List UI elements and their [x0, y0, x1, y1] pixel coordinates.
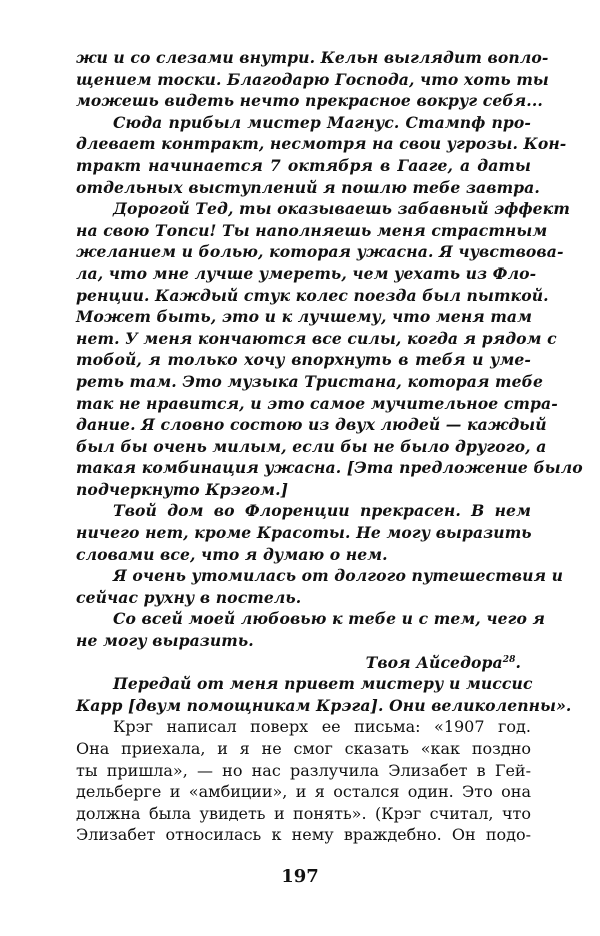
- text-line: жи и со слезами внутри. Кельн выглядит вопло-: [76, 48, 549, 67]
- text-line: Твой дом во Флоренции прекрасен. В нем: [113, 501, 531, 521]
- text-line: сейчас рухну в постель.: [76, 587, 302, 607]
- text-line: тракт начинается 7 октября в Гааге, а даты: [76, 155, 531, 175]
- text-line: Она приехала, и я не смог сказать «как поздно: [76, 739, 531, 758]
- text-line: на свою Топси! Ты наполняешь меня страстным: [76, 220, 548, 240]
- text-line: отдельных выступлений я пошлю тебе завтра.: [76, 177, 540, 197]
- text-line: Передай от меня привет мистеру и миссис: [113, 674, 533, 694]
- text-line: был бы очень милым, если бы не было другого, а: [76, 436, 547, 456]
- text-line: нет. У меня кончаются все силы, когда я рядом с: [76, 328, 557, 348]
- text-line: не могу выразить.: [76, 631, 254, 651]
- text-line: так не нравится, и это самое мучительное стра-: [76, 393, 558, 413]
- text-line: можешь видеть нечто прекрасное вокруг себя...: [76, 91, 543, 111]
- signature-line: [76, 652, 531, 674]
- period: .: [515, 652, 521, 672]
- page-body: [76, 47, 583, 846]
- text-line: желанием и болью, которая ужасна. Я чувствова-: [76, 242, 564, 262]
- signature: Твоя Айседора: [365, 652, 503, 672]
- text-line: тобой, я только хочу впорхнуть в тебя и уме-: [76, 350, 531, 370]
- text-line: Элизабет относилась к нему враждебно. Он подо-: [76, 825, 531, 845]
- text-line: ла, что мне лучше умереть, чем уехать из Фло-: [76, 263, 537, 283]
- text-line: такая комбинация ужасна. [Эта предложение было: [76, 458, 583, 478]
- footnote-ref: 28: [502, 654, 516, 665]
- text-line: Со всей моей любовью к тебе и с тем, чего я: [113, 609, 546, 629]
- text-line: ничего нет, кроме Красоты. Не могу выразить: [76, 523, 532, 543]
- text-line: реть там. Это музыка Тристана, которая тебе: [76, 371, 543, 391]
- text-line: подчеркнуто Крэгом.]: [76, 479, 289, 499]
- text-line: Дорогой Тед, ты оказываешь забавный эффект: [113, 199, 570, 219]
- text-line: ренции. Каждый стук колес поезда был пыткой.: [76, 285, 549, 305]
- text-line: Карр [двум помощникам Крэга]. Они великолепны».: [76, 695, 572, 715]
- page-number: 197: [281, 866, 319, 887]
- text-line: Сюда прибыл мистер Магнус. Стампф про-: [113, 112, 531, 132]
- text-line: щением тоски. Благодарю Господа, что хоть ты: [76, 69, 549, 89]
- text-line: Может быть, это и к лучшему, что меня там: [76, 307, 533, 327]
- text-line: ты пришла», — но нас разлучила Элизабет в Гей-: [76, 760, 531, 780]
- text-line: словами все, что я думаю о нем.: [76, 544, 388, 564]
- text-line: должна была увидеть и понять». (Крэг считал, что: [76, 803, 531, 823]
- text-line: дельберге и «амбиции», и я остался один. Это она: [76, 782, 531, 802]
- text-line: Крэг написал поверх ее письма: «1907 год.: [113, 717, 531, 737]
- text-line: Я очень утомилась от долгого путешествия и: [113, 566, 564, 586]
- text-line: дание. Я словно состою из двух людей — каждый: [76, 415, 547, 435]
- text-line: длевает контракт, несмотря на свои угрозы. Кон-: [76, 134, 567, 154]
